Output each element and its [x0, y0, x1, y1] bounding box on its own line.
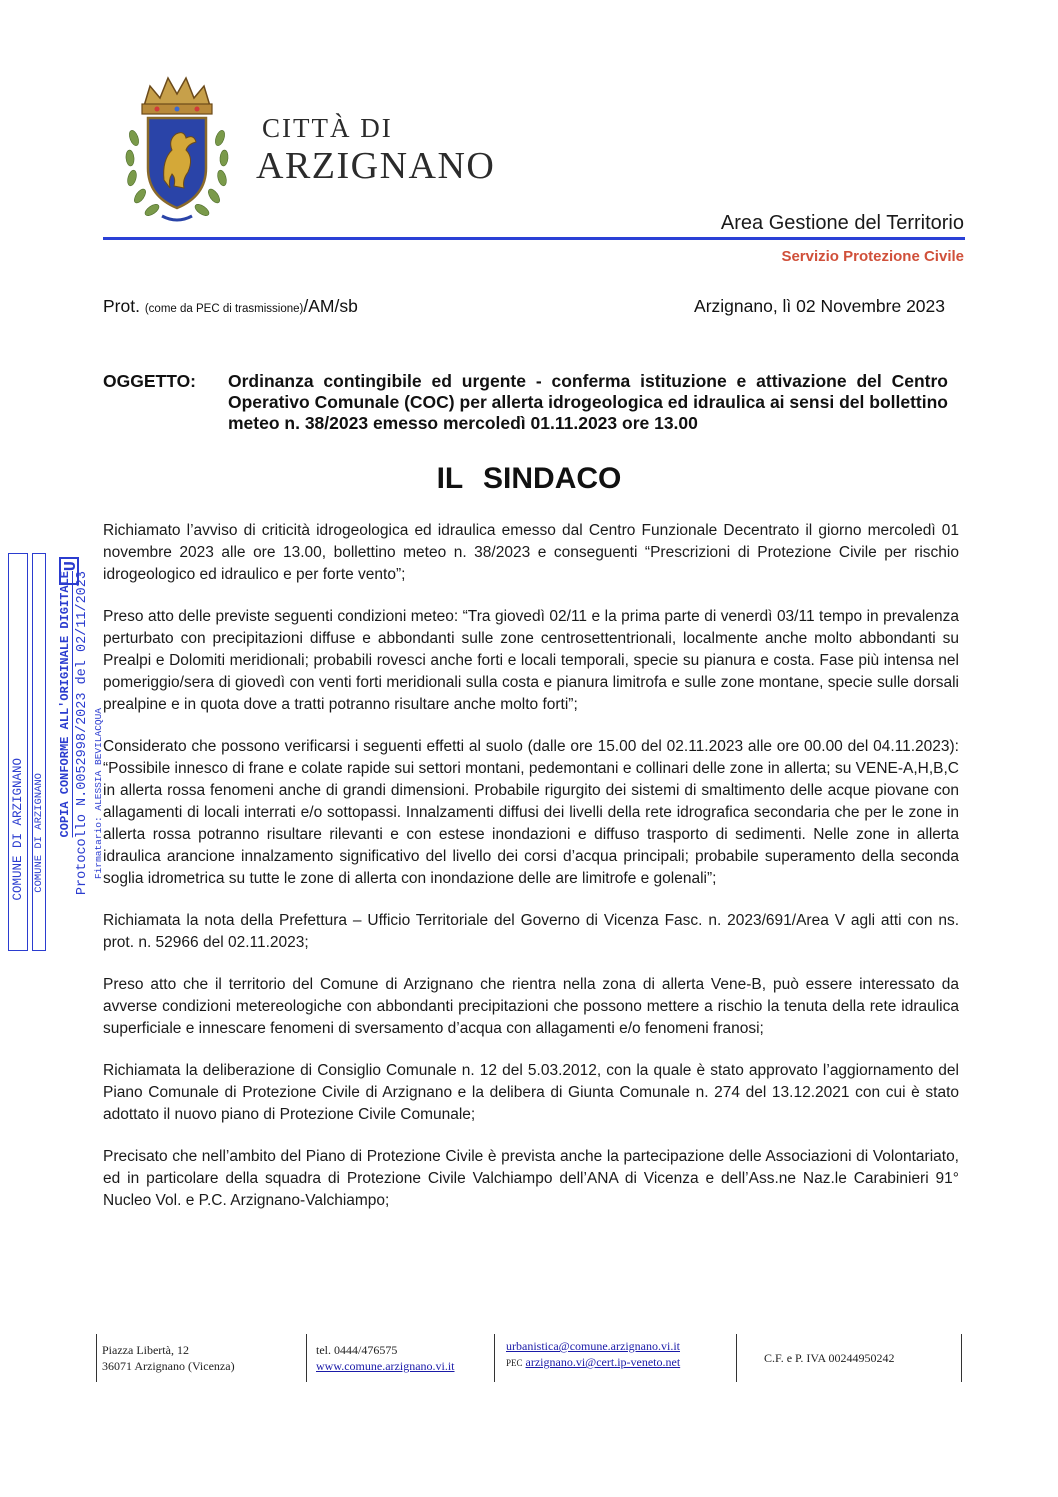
protocol-suffix: /AM/sb: [303, 296, 358, 316]
stamp-conformity: COPIA CONFORME ALL'ORIGINALE DIGITALE: [58, 571, 72, 838]
footer-emails: [506, 1338, 680, 1371]
service-name: Servizio Protezione Civile: [781, 248, 964, 265]
protocol-note: (come da PEC di trasmissione): [144, 303, 304, 315]
protocol-reference: [103, 296, 358, 317]
paragraph: Considerato che possono verificarsi i seguenti effetti al suolo (dalle ore 15.00 del 02.11.2023 alle ore 00.00 del 04.11.2023): “Possibile innesco di frane e colate rapide sui settori montani, pedemontani e collinari delle zone in allerta; su VENE-A,H,B,C in allerta rossa fenomeni anche di grandi dimensioni. Probabile rigurgito dei sistemi di smaltimento delle acque piovane con allagamenti di locali interrati e/o sottopassi. Innalzamenti diffusi dei livelli della rete idrografica secondaria che per le zone in allerta rossa potranno risultare rilevanti e con estese inondazioni e diffuso trasporto di sedimenti. Nelle zone in allerta idraulica arancione innalzamento significativo del livello dei corsi d’acqua principali; probabile superamento della seconda soglia idrometrica su tutte le zone di allerta con inondazione delle are limitrofe e golenali”;: [103, 738, 959, 887]
footer-tax-id: C.F. e P. IVA 00244950242: [764, 1351, 895, 1365]
paragraph: Richiamata la nota della Prefettura – Ufficio Territoriale del Governo di Vicenza Fasc. n. 2023/691/Area V agli atti con ns. prot. n. 52966 del 02.11.2023;: [103, 912, 959, 951]
stamp-municipality: COMUNE DI ARZIGNANO: [11, 758, 25, 901]
footer-address-street: Piazza Libertà, 12: [102, 1343, 189, 1357]
city-name-line2: ARZIGNANO: [256, 145, 496, 187]
footer-divider: [96, 1334, 97, 1382]
footer-pec-label: PEC: [506, 1358, 523, 1368]
footer-address: [102, 1342, 235, 1374]
footer-phone: tel. 0444/476575: [316, 1343, 398, 1357]
paragraph: Preso atto delle previste seguenti condizioni meteo: “Tra giovedì 02/11 e la prima parte di venerdì 03/11 tempo in prevalenza perturbato con precipitazioni diffuse e abbondanti sulle zone centrosettentrionali, localmente anche molto abbondanti su Prealpi e Dolomiti meridionali; probabili rovesci anche forti e locali temporali, specie su pianura e costa. Fase più intensa nel pomeriggio/sera di giovedì con venti forti meridionali sulla costa e pianura limitrofa e sulle zone montane, specie sulle dorsali prealpine e in quota dove a tratti potranno risultare anche molto forti”;: [103, 608, 959, 713]
footer-divider: [961, 1334, 962, 1382]
subject-text: Ordinanza contingibile ed urgente - conferma istituzione e attivazione del Centro Operativo Comunale (COC) per allerta idrogeologica ed idraulica ai sensi del bollettino meteo n. 38/2023 emesso mercoledì 01.11.2023 ore 13.00: [228, 371, 948, 433]
department-name: Area Gestione del Territorio: [720, 212, 964, 234]
footer-divider: [494, 1334, 495, 1382]
footer-email-link[interactable]: urbanistica@comune.arzignano.vi.it: [506, 1339, 680, 1353]
protocol-prefix: Prot.: [103, 296, 140, 316]
subject-label: OGGETTO:: [103, 371, 197, 391]
stamp-municipality-small: COMUNE DI ARZIGNANO: [33, 773, 45, 893]
paragraph: Precisato che nell’ambito del Piano di Protezione Civile è prevista anche la partecipazione delle Associazioni di Volontariato, ed in particolare della squadra di Protezione Civile Valchiampo dell’ANA di Vicenza e dell’Ass.ne Naz.le Carabinieri 91° Nucleo Vol. e P.C. Arzignano-Valchiampo;: [103, 1148, 959, 1209]
stamp-direction-letter: U: [62, 561, 81, 572]
paragraph: Richiamata la deliberazione di Consiglio Comunale n. 12 del 5.03.2012, con la quale è stato approvato l’aggiornamento del Piano Comunale di Protezione Civile di Arzignano e la delibera di Giunta Comunale n. 274 del 13.12.2021 con cui è stato adottato il nuovo piano di Protezione Civile Comunale;: [103, 1062, 959, 1123]
city-name-line1: CITTÀ DI: [262, 113, 393, 143]
footer-address-city: 36071 Arzignano (Vicenza): [102, 1359, 235, 1373]
paragraph: Preso atto che il territorio del Comune di Arzignano che rientra nella zona di allerta Vene-B, può essere interessato da avverse condizioni metereologiche con abbondanti precipitazioni che possono mettere a rischio la tenuta della rete idraulica superficiale e innescare fenomeni di sversamento d’acqua con allagamenti e/o fenomeni franosi;: [103, 976, 959, 1037]
document-date: Arzignano, lì 02 Novembre 2023: [694, 296, 945, 316]
stamp-signatory: Firmatario: ALESSIA BEVILACQUA: [93, 708, 104, 880]
header-divider: [103, 237, 965, 240]
page-footer: [96, 1330, 962, 1390]
city-crest-logo: [112, 68, 242, 228]
footer-pec-link[interactable]: arzignano.vi@cert.ip-veneto.net: [525, 1355, 681, 1369]
document-body: [103, 520, 959, 1232]
footer-contacts: [316, 1342, 455, 1374]
footer-divider: [736, 1334, 737, 1382]
document-title: IL SINDACO: [436, 462, 622, 495]
paragraph: Richiamato l’avviso di criticità idrogeologica ed idraulica emesso dal Centro Funzionale Decentrato il giorno mercoledì 01 novembre 2023 alle ore 13.00, bollettino meteo n. 38/2023 e conseguenti “Prescrizioni di Protezione Civile per rischio idrogeologico ed idraulico e per forte vento”;: [103, 522, 959, 583]
footer-website-link[interactable]: www.comune.arzignano.vi.it: [316, 1359, 455, 1373]
stamp-protocol-number: Protocollo N.0052998/2023 del 02/11/2023: [75, 571, 90, 896]
protocol-stamp: [8, 553, 106, 951]
footer-divider: [306, 1334, 307, 1382]
